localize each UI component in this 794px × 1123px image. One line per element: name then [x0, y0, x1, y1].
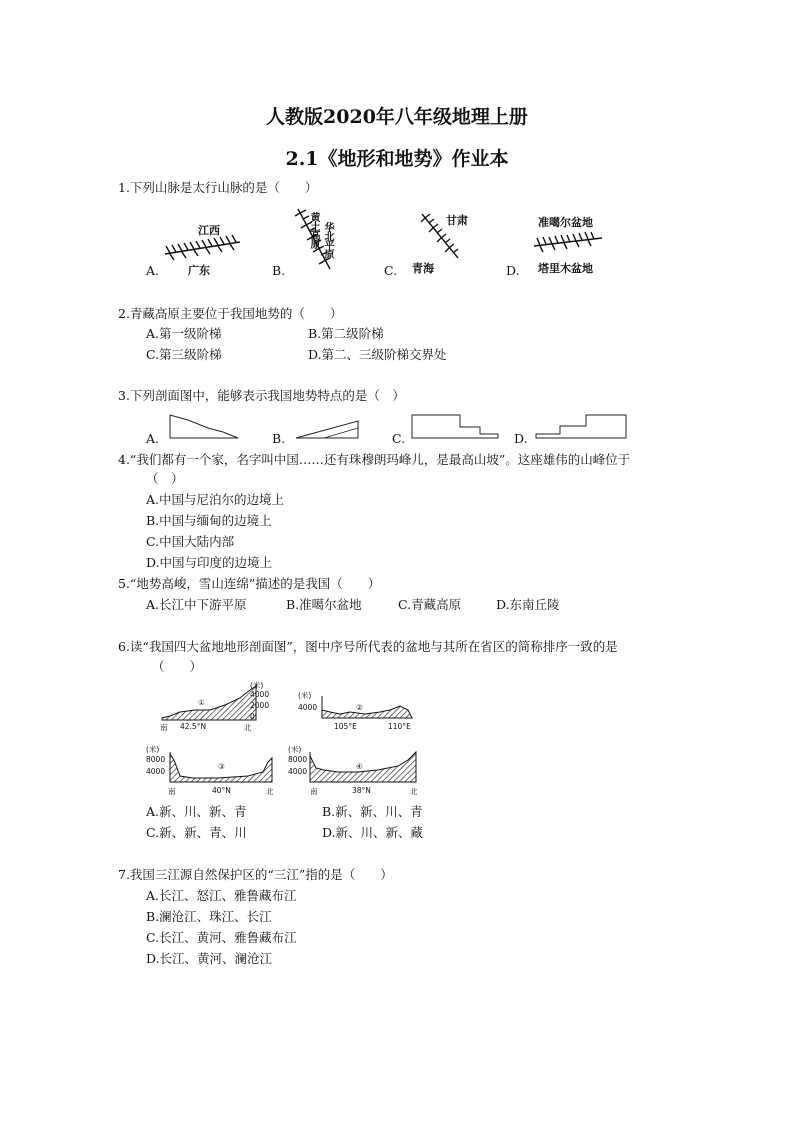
- basin-profile-4-tick-4000: 4000: [288, 767, 308, 776]
- q3-option-d-profile: [534, 412, 628, 440]
- basin-profile-1-tick-2000: 2000: [250, 701, 270, 710]
- basin-profile-3-tick-4000: 4000: [146, 767, 166, 776]
- basin-profile-2: [320, 690, 416, 726]
- q5-option-c[interactable]: C.青藏高原: [398, 597, 462, 612]
- q1-b-label-left: 黄土高原: [308, 212, 319, 248]
- q1-option-d-label[interactable]: D.: [506, 263, 520, 278]
- basin-profile-1-coord: 42.5°N: [180, 722, 207, 731]
- question-4-stem: 4.“我们都有一个家，名字叫中国……还有珠穆朗玛峰儿，是最高山坡”。这座雄伟的山峰位于: [118, 452, 631, 467]
- question-6-stem: 6.读“我国四大盆地地形剖面图”，图中序号所代表的盆地与其所在省区的简称排序一致的是: [118, 639, 618, 654]
- basin-profile-2-tick-4000: 4000: [298, 703, 318, 712]
- basin-profile-4-number: ④: [356, 762, 363, 771]
- basin-profile-3-tick-8000: 8000: [146, 755, 166, 764]
- question-5-stem: 5.“地势高峻，雪山连绵”描述的是我国（ ）: [118, 576, 381, 591]
- basin-profile-2-coord-1: 105°E: [334, 722, 357, 731]
- q1-option-a-label[interactable]: A.: [146, 263, 160, 278]
- question-3-stem: 3.下列剖面图中，能够表示我国地势特点的是（ ）: [118, 388, 405, 403]
- basin-profile-2-coord-2: 110°E: [388, 722, 411, 731]
- q7-option-a[interactable]: A.长江、怒江、雅鲁藏布江: [146, 888, 297, 903]
- q3-option-b-label[interactable]: B.: [272, 431, 286, 446]
- basin-profile-3-number: ③: [218, 762, 225, 771]
- basin-profile-2-unit: (米): [298, 691, 312, 700]
- q4-option-b[interactable]: B.中国与缅甸的边境上: [146, 513, 272, 528]
- basin-profile-3-coord: 40°N: [212, 786, 231, 795]
- page-title: 人教版2020年八年级地理上册: [266, 106, 528, 128]
- basin-profile-1-unit: (米): [250, 681, 264, 690]
- q3-option-d-label[interactable]: D.: [514, 431, 528, 446]
- basin-profile-4-tick-8000: 8000: [288, 755, 308, 764]
- q1-option-c-label[interactable]: C.: [384, 263, 398, 278]
- q3-option-c-profile: [410, 412, 500, 440]
- q1-c-label-bottom: 青海: [412, 262, 434, 275]
- q5-option-d[interactable]: D.东南丘陵: [496, 597, 560, 612]
- basin-profile-1-south: 南: [160, 723, 168, 732]
- q1-option-b-label[interactable]: B.: [272, 263, 286, 278]
- q1-a-label-top: 江西: [198, 224, 220, 237]
- basin-profile-4-unit: (米): [288, 745, 302, 754]
- question-6-stem-cont: （ ）: [152, 659, 203, 674]
- basin-profile-1-number: ①: [198, 698, 205, 707]
- q1-option-d-map: [530, 228, 610, 258]
- q4-option-d[interactable]: D.中国与印度的边境上: [146, 555, 273, 570]
- basin-profile-4-north: 北: [410, 787, 418, 796]
- question-2-stem: 2.青藏高原主要位于我国地势的（ ）: [118, 306, 343, 321]
- q5-option-a[interactable]: A.长江中下游平原: [146, 597, 247, 612]
- basin-profile-3-north: 北: [266, 787, 274, 796]
- q3-option-c-label[interactable]: C.: [392, 431, 406, 446]
- q3-option-a-label[interactable]: A.: [146, 431, 160, 446]
- q3-option-b-profile: [294, 418, 360, 440]
- basin-profile-1-tick-4000: 4000: [250, 690, 270, 699]
- q4-option-c[interactable]: C.中国大陆内部: [146, 534, 235, 549]
- q7-option-c[interactable]: C.长江、黄河、雅鲁藏布江: [146, 930, 297, 945]
- q4-option-a[interactable]: A.中国与尼泊尔的边境上: [146, 492, 285, 507]
- q1-a-label-bottom: 广东: [188, 264, 210, 277]
- q1-c-label-top: 甘肃: [446, 214, 468, 227]
- q6-option-b[interactable]: B.新、新、川、青: [322, 804, 423, 819]
- q5-option-b[interactable]: B.准噶尔盆地: [286, 597, 362, 612]
- q1-d-label-bottom: 塔里木盆地: [538, 262, 593, 275]
- q2-option-c[interactable]: C.第三级阶梯: [146, 347, 222, 362]
- basin-profile-4-coord: 38°N: [352, 786, 371, 795]
- question-4-stem-cont: （ ）: [146, 471, 184, 486]
- q2-option-b[interactable]: B.第二级阶梯: [308, 326, 384, 341]
- q1-b-label-right: 华北平原: [322, 222, 333, 258]
- q2-option-a[interactable]: A.第一级阶梯: [146, 326, 222, 341]
- q6-option-c[interactable]: C.新、新、青、川: [146, 825, 247, 840]
- q1-d-label-top: 准噶尔盆地: [538, 216, 593, 229]
- q7-option-d[interactable]: D.长江、黄河、澜沧江: [146, 951, 273, 966]
- basin-profile-4-south: 南: [310, 787, 318, 796]
- q3-option-a-profile: [168, 412, 240, 440]
- basin-profile-4: [308, 748, 422, 790]
- question-1-stem: 1.下列山脉是太行山脉的是（ ）: [118, 180, 318, 195]
- basin-profile-2-number: ②: [356, 703, 363, 712]
- question-7-stem: 7.我国三江源自然保护区的“三江”指的是（ ）: [118, 867, 393, 882]
- q2-option-d[interactable]: D.第二、三级阶梯交界处: [308, 347, 447, 362]
- page-subtitle: 2.1《地形和地势》作业本: [285, 148, 509, 170]
- basin-profile-3-unit: (米): [146, 745, 160, 754]
- basin-profile-3-south: 南: [168, 787, 176, 796]
- q6-option-d[interactable]: D.新、川、新、藏: [322, 825, 424, 840]
- q7-option-b[interactable]: B.澜沧江、珠江、长江: [146, 909, 272, 924]
- basin-profile-1-tick-0: 0: [250, 712, 255, 721]
- basin-profile-1-north: 北: [244, 723, 252, 732]
- q6-option-a[interactable]: A.新、川、新、青: [146, 804, 247, 819]
